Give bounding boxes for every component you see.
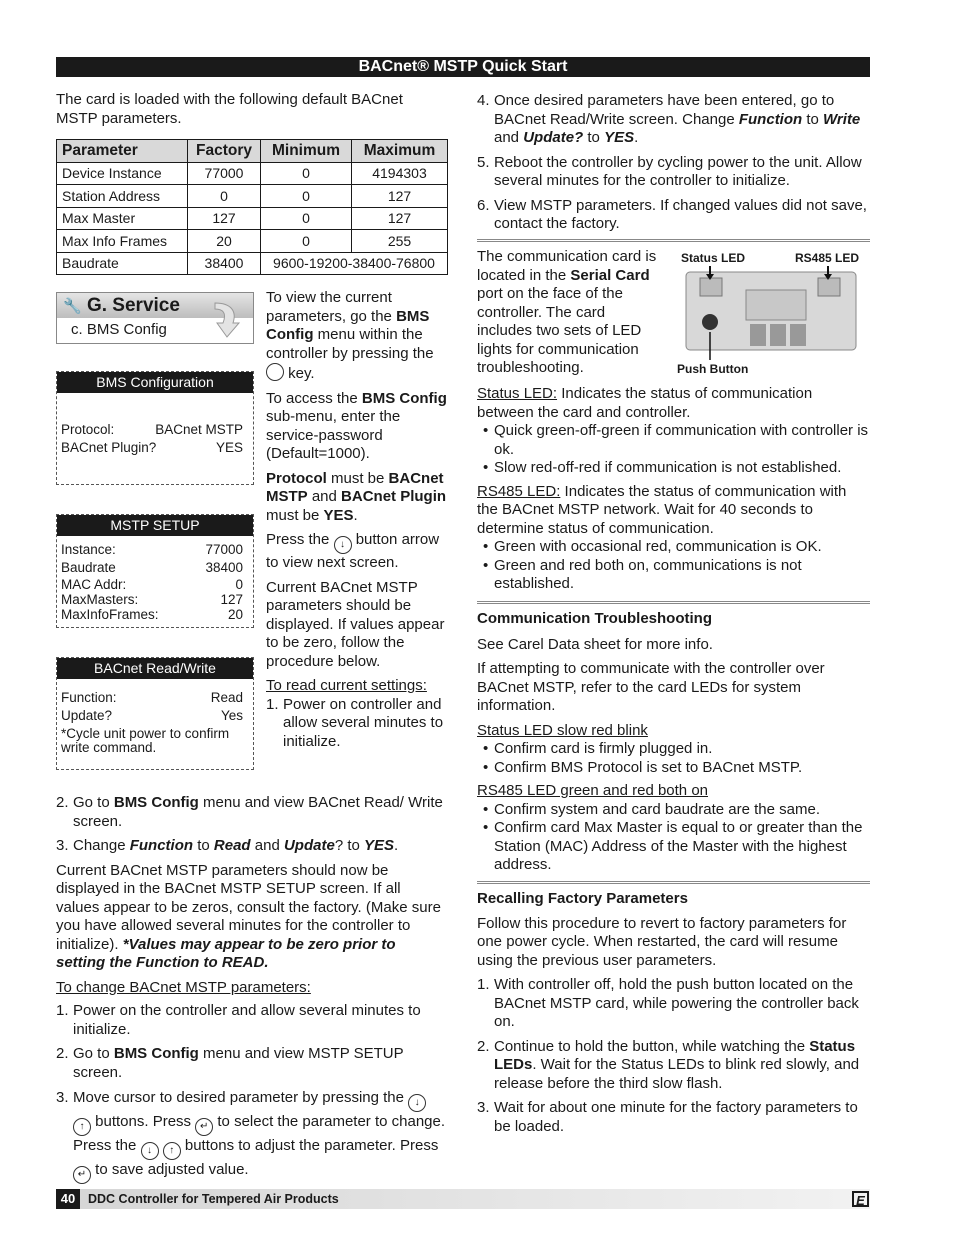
- list-item: 2. Go to BMS Config menu and view MSTP SETUP screen.: [56, 1045, 404, 1081]
- cell: 0: [261, 207, 352, 230]
- text: If attempting to communicate with the controller over BACnet MSTP, refer to the card LEDs for system information.: [477, 660, 825, 714]
- function-value: Read: [210, 690, 243, 705]
- text: BMS Config: [361, 389, 447, 407]
- text: Status LED:: [477, 385, 558, 402]
- text: Read: [213, 837, 251, 854]
- troubleshooting-heading: Communication Troubleshooting: [477, 610, 712, 627]
- col-maximum: Maximum: [352, 140, 448, 163]
- arrow-up-icon: ↑: [73, 1118, 91, 1136]
- text: See Carel Data sheet for more info.: [477, 635, 713, 653]
- list-item: 2. Go to BMS Config menu and view BACnet Read/ Write screen.: [56, 794, 443, 830]
- slow-blink-heading: Status LED slow red blink: [477, 721, 648, 739]
- text: With controller off, hold the push button located on the BACnet MSTP card, while powering the controller back on.: [494, 976, 859, 1030]
- row-value: 38400: [205, 560, 243, 575]
- rw-note: *Cycle unit power to confirm write command.: [61, 726, 230, 755]
- text: Move cursor to desired parameter by pressing the: [73, 1089, 409, 1106]
- list-item: • Confirm system and card baudrate are the same.: [477, 801, 870, 820]
- list-item: 1. With controller off, hold the push button located on the BACnet MSTP card, while powering the controller back on.: [477, 976, 859, 1030]
- list-item: • Quick green-off-green if communication with controller is ok.: [477, 422, 870, 459]
- cell: 20: [188, 230, 261, 253]
- instance-row: [57, 541, 253, 559]
- cell: Max Info Frames: [57, 230, 188, 253]
- text: Go to: [73, 1045, 114, 1062]
- list-item: 5. Reboot the controller by cycling power to the unit. Allow several minutes for the controller to initialize.: [477, 153, 862, 189]
- text: View MSTP parameters. If changed values did not save, contact the factory.: [494, 196, 867, 232]
- text: sub-menu, enter the service-password (Default=1000).: [266, 408, 401, 462]
- divider: [477, 601, 870, 604]
- text: menu within the controller by pressing the: [266, 326, 434, 362]
- cell: 127: [188, 207, 261, 230]
- text: Update: [283, 837, 335, 854]
- list-item: • Green with occasional red, communication is OK.: [477, 538, 870, 557]
- text: to: [193, 837, 214, 854]
- status-led-label: Status LED: [681, 251, 746, 265]
- row-label: Baudrate: [61, 560, 116, 575]
- plugin-value: YES: [215, 440, 243, 455]
- update-value: Yes: [220, 708, 243, 723]
- cell: 0: [261, 162, 352, 185]
- update-label: Update?: [61, 708, 113, 723]
- cell: 77000: [188, 162, 261, 185]
- list-item: 2. Continue to hold the button, while watching the Status LEDs. Wait for the Status LEDs to blink red slowly, and release before the third slow flash.: [477, 1037, 860, 1092]
- baudrate-row: [57, 559, 253, 577]
- text: BACnet MSTP: [266, 469, 444, 505]
- list-item: 4. Once desired parameters have been entered, go to BACnet Read/Write screen. Change Function to Write and Update? to YES.: [477, 92, 861, 146]
- mstp-setup-screen: [56, 514, 254, 628]
- text: menu and view BACnet Read/ Write screen.: [73, 794, 443, 830]
- row-value: 127: [220, 592, 243, 607]
- text: Continue to hold the button, while watching the: [494, 1037, 810, 1055]
- table-row: [57, 185, 448, 208]
- row-label: MaxMasters:: [61, 592, 139, 607]
- row-label: Instance:: [61, 542, 116, 557]
- text: Once desired parameters have been entered, go to BACnet Read/Write screen. Change: [494, 92, 835, 128]
- text: Protocol: [266, 469, 327, 487]
- text: and: [307, 488, 342, 505]
- cell: 4194303: [352, 162, 448, 185]
- text: Function: [129, 837, 194, 854]
- text: Function: [738, 110, 803, 128]
- text: BMS Config: [113, 794, 199, 811]
- cell: 255: [352, 230, 448, 253]
- list-item: 3. Move cursor to desired parameter by pressing the ↓ ↑ buttons. Press ↵ to select the parameter to change. Press the ↓ ↑ buttons to adjust the parameter. Press ↵ to save adjusted value.: [56, 1088, 448, 1184]
- list-item: 6. View MSTP parameters. If changed values did not save, contact the factory.: [477, 196, 867, 232]
- row-value: 77000: [205, 542, 243, 557]
- text: button arrow to view next screen.: [266, 531, 440, 571]
- list-item: 3. Wait for about one minute for the factory parameters to be loaded.: [477, 1099, 858, 1135]
- enter-icon: ↵: [73, 1166, 91, 1184]
- text: Update?: [523, 129, 584, 146]
- text: must be: [326, 469, 389, 487]
- text: .: [634, 129, 639, 146]
- text: Power on controller and allow several minutes to initialize.: [283, 695, 444, 750]
- page-number: 40: [56, 1189, 80, 1209]
- service-title: G. Service: [86, 295, 180, 316]
- service-subitem: c. BMS Config: [71, 321, 167, 338]
- list-item: 1. Power on controller and allow several minutes to initialize.: [266, 695, 444, 750]
- text: Wait for about one minute for the factory parameters to be loaded.: [494, 1099, 858, 1135]
- text: to: [583, 129, 605, 146]
- change-heading: To change BACnet MSTP parameters:: [56, 978, 311, 996]
- cell: Station Address: [57, 185, 188, 208]
- text: YES: [364, 837, 395, 854]
- table-header-row: [57, 140, 448, 163]
- text: RS485 LED:: [477, 482, 561, 500]
- screen-title: MSTP SETUP: [57, 515, 253, 536]
- cell: Max Master: [57, 207, 188, 230]
- plugin-row: [57, 439, 253, 456]
- text: port on the face of the controller. The card includes two sets of LED lights for communication troubleshooting.: [477, 285, 642, 376]
- text: YES: [323, 506, 354, 524]
- row-label: MaxInfoFrames:: [61, 607, 159, 622]
- text: To view the current parameters, go the: [266, 289, 397, 325]
- cell: Device Instance: [57, 162, 188, 185]
- mac-row: [57, 577, 253, 592]
- col-minimum: Minimum: [261, 140, 352, 163]
- rs485-led-label: RS485 LED: [795, 251, 860, 265]
- text: Reboot the controller by cycling power to the unit. Allow several minutes for the controller to initialize.: [494, 153, 862, 189]
- text: menu and view MSTP SETUP screen.: [73, 1045, 404, 1081]
- current-mstp-paragraph: [56, 862, 448, 973]
- green-red-heading: RS485 LED green and red both on: [477, 782, 708, 799]
- text: ? to: [334, 837, 364, 854]
- current-paragraph: Current BACnet MSTP parameters should be displayed. If values appear to be zero, follow the procedure below.: [266, 578, 445, 670]
- wrench-icon: 🔧: [63, 298, 82, 315]
- protocol-paragraph: [266, 470, 448, 526]
- text: BMS Config: [266, 307, 430, 343]
- view-paragraph: [266, 289, 448, 384]
- communication-card-image: [680, 262, 862, 360]
- list-item: • Green and red both on, communications is not established.: [477, 557, 870, 594]
- table-row: [57, 252, 448, 275]
- update-row: [57, 707, 253, 725]
- maxmasters-row: [57, 592, 253, 607]
- list-item: • Slow red-off-red if communication is not established.: [477, 459, 870, 478]
- list-item: 1. Power on the controller and allow several minutes to initialize.: [56, 1002, 421, 1038]
- text: Indicates the status of communication with the BACnet MSTP network. Wait for 40 seconds to determine status of communication.: [477, 482, 847, 537]
- left-lower-column: [56, 794, 448, 1184]
- press-paragraph: [266, 531, 448, 573]
- parameters-table: [56, 139, 448, 275]
- text: Status LEDs: [494, 1037, 856, 1073]
- cell: 9600-19200-38400-76800: [261, 252, 448, 275]
- text: and: [494, 129, 524, 146]
- row-value: 0: [235, 577, 243, 592]
- row-value: 20: [227, 607, 243, 622]
- arrow-down-icon: ↓: [408, 1094, 426, 1112]
- text: Power on the controller and allow several minutes to initialize.: [73, 1002, 421, 1038]
- enter-icon: ↵: [195, 1118, 213, 1136]
- footer-text: DDC Controller for Tempered Air Products: [88, 1192, 339, 1206]
- text: BACnet Plugin: [341, 488, 447, 505]
- text: buttons. Press: [91, 1113, 196, 1130]
- access-paragraph: [266, 390, 448, 464]
- recall-section: [477, 890, 870, 1136]
- text: to select the parameter to change. Press the: [73, 1113, 446, 1154]
- text: Indicates the status of communication between the card and controller.: [477, 385, 813, 421]
- divider: [477, 239, 870, 242]
- service-menu-box: [56, 292, 254, 344]
- rs485-paragraph: [477, 483, 870, 539]
- arrow-right-icon: [207, 297, 247, 341]
- text: .: [394, 837, 399, 854]
- text: Press the: [266, 531, 334, 548]
- cell: 127: [352, 185, 448, 208]
- blank-key-icon: [266, 363, 284, 381]
- list-item: • Confirm card Max Master is equal to or greater than the Station (MAC) Address of the Master with the highest address.: [477, 819, 870, 875]
- text: buttons to adjust the parameter. Press: [180, 1137, 439, 1154]
- plugin-label: BACnet Plugin?: [61, 440, 157, 455]
- list-item: • Confirm card is firmly plugged in.: [477, 740, 870, 759]
- protocol-value: BACnet MSTP: [155, 422, 243, 437]
- table-row: [57, 207, 448, 230]
- cell: 0: [261, 185, 352, 208]
- bacnet-rw-screen: [56, 657, 254, 770]
- text: . Wait for the Status LEDs to blink red slowly, and release before the third slow flash.: [494, 1056, 860, 1092]
- text: Serial Card: [570, 266, 650, 284]
- text: Follow this procedure to revert to factory parameters for one power cycle. When restarted, the card will resume using the previous user parameters.: [477, 914, 847, 969]
- text: Change: [73, 837, 130, 854]
- text: Write: [823, 110, 861, 128]
- intro-text: The card is loaded with the following default BACnet MSTP parameters.: [56, 91, 403, 127]
- arrow-up-icon: ↑: [163, 1142, 181, 1160]
- bms-config-screen: [56, 371, 254, 485]
- cell: 38400: [188, 252, 261, 275]
- recall-heading: Recalling Factory Parameters: [477, 890, 688, 907]
- arrow-down-icon: ↓: [334, 536, 352, 554]
- function-label: Function:: [61, 690, 117, 705]
- screen-title: BMS Configuration: [57, 372, 253, 393]
- divider: [477, 881, 870, 884]
- text: Go to: [73, 794, 114, 811]
- text: and: [250, 837, 284, 854]
- text: BMS Config: [113, 1045, 199, 1062]
- table-row: [57, 162, 448, 185]
- text: key.: [284, 365, 315, 382]
- right-top-list: [477, 92, 870, 234]
- arrow-down-icon: ↓: [141, 1142, 159, 1160]
- text: to: [802, 110, 824, 128]
- row-label: MAC Addr:: [61, 577, 127, 592]
- text: *Values may appear to be zero prior to setting the Function to READ.: [56, 935, 396, 971]
- middle-column: [266, 289, 448, 751]
- text: must be: [266, 506, 324, 524]
- text: to save adjusted value.: [91, 1161, 249, 1178]
- screen-title: BACnet Read/Write: [57, 658, 253, 679]
- text: .: [353, 506, 358, 524]
- text: The communication card is located in the: [477, 248, 657, 284]
- cell: 0: [261, 230, 352, 253]
- maxinfoframes-row: [57, 607, 253, 622]
- read-heading: To read current settings:: [266, 677, 427, 694]
- list-item: • Confirm BMS Protocol is set to BACnet MSTP.: [477, 759, 870, 778]
- card-paragraph: [477, 248, 657, 378]
- col-factory: Factory: [188, 140, 261, 163]
- col-parameter: Parameter: [57, 140, 188, 163]
- status-led-paragraph: [477, 385, 870, 422]
- text: To access the: [266, 389, 362, 407]
- text: Current BACnet MSTP parameters should now be displayed in the BACnet MSTP SETUP screen. If all values appear to be zeros, consult the factory. (Make sure you have allowed several minutes for the controller to initialize).: [56, 861, 441, 953]
- function-row: [57, 689, 253, 707]
- cell: 127: [352, 207, 448, 230]
- brand-logo-icon: E: [852, 1191, 869, 1207]
- table-row: [57, 230, 448, 253]
- troubleshooting-section: [477, 610, 870, 875]
- text: YES: [604, 129, 635, 146]
- cell: Baudrate: [57, 252, 188, 275]
- list-item: 3. Change Function to Read and Update? to YES.: [56, 837, 399, 854]
- push-button-label: Push Button: [677, 362, 749, 376]
- cell: 0: [188, 185, 261, 208]
- protocol-label: Protocol:: [61, 422, 115, 437]
- page-header: BACnet® MSTP Quick Start: [56, 57, 870, 77]
- right-mid-column: [477, 385, 870, 594]
- protocol-row: [57, 421, 253, 438]
